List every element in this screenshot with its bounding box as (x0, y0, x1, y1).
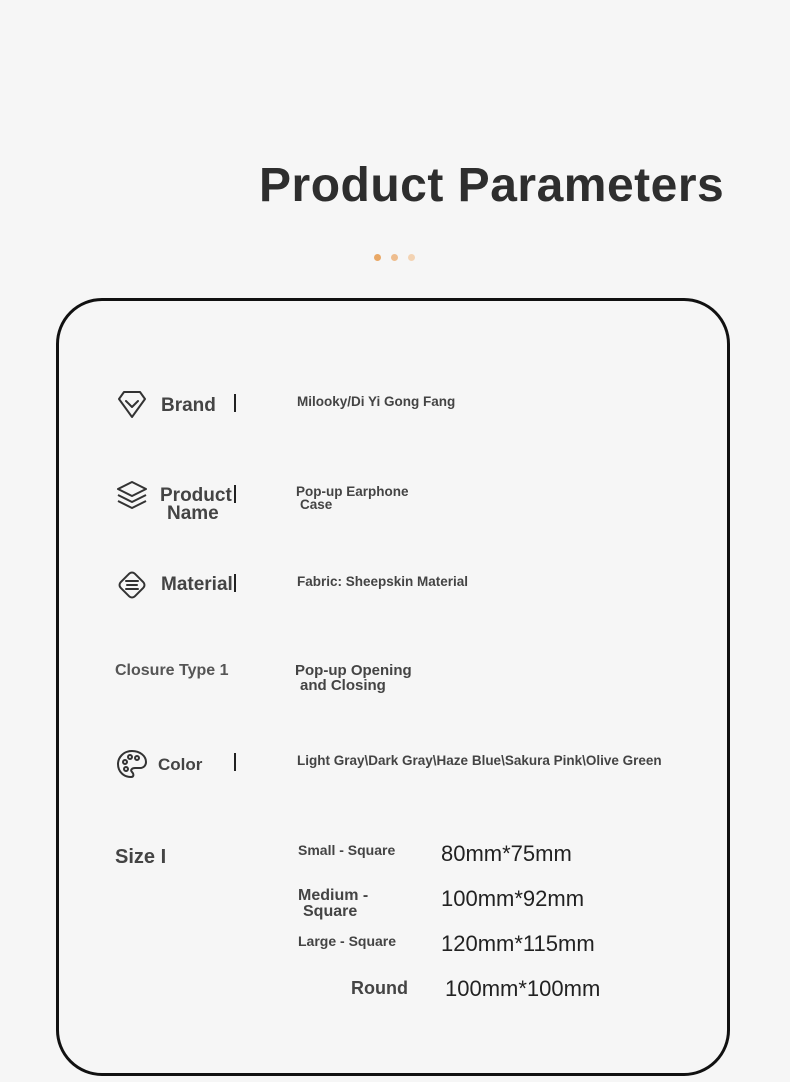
divider-bar (234, 485, 236, 503)
size-small-dim: 80mm*75mm (441, 841, 572, 866)
size-medium-name-line1: Medium - (298, 887, 369, 904)
size-medium-name-line2: Square (303, 903, 358, 920)
accent-dot-1 (374, 254, 381, 261)
layers-icon (115, 478, 149, 512)
palette-icon (115, 747, 149, 781)
product-name-value-line2: Case (300, 497, 333, 512)
size-round-dim: 100mm*100mm (445, 976, 601, 1001)
closure-label: Closure Type 1 (115, 662, 229, 679)
divider-bar (234, 394, 236, 412)
size-large-dim: 120mm*115mm (441, 931, 595, 956)
brand-label: Brand (161, 395, 216, 416)
size-round-name: Round (351, 978, 408, 998)
material-label: Material (161, 574, 233, 595)
material-value: Fabric: Sheepskin Material (297, 574, 469, 589)
decorative-dots (374, 254, 415, 261)
closure-value-line2: and Closing (300, 677, 386, 694)
closure-value-line1: Pop-up Opening (295, 662, 412, 679)
size-label: Size I (115, 846, 167, 868)
divider-bar (234, 753, 236, 771)
product-name-label-line2: Name (167, 503, 219, 524)
accent-dot-2 (391, 254, 398, 261)
brand-value: Milooky/Di Yi Gong Fang (297, 394, 456, 409)
size-medium-dim: 100mm*92mm (441, 886, 585, 911)
color-label: Color (158, 755, 203, 774)
accent-dot-3 (408, 254, 415, 261)
brand-tag-icon (115, 387, 149, 421)
size-small-name: Small - Square (298, 842, 396, 858)
page-title: Product Parameters (259, 159, 725, 212)
color-value: Light Gray\Dark Gray\Haze Blue\Sakura Pink\Olive Green (297, 753, 662, 768)
size-large-name: Large - Square (298, 933, 397, 949)
parameters-card (56, 298, 730, 1076)
product-name-value-line1: Pop-up Earphone (296, 484, 409, 499)
material-icon (115, 568, 149, 602)
product-name-label-line1: Product (160, 485, 232, 506)
divider-bar (234, 574, 236, 592)
